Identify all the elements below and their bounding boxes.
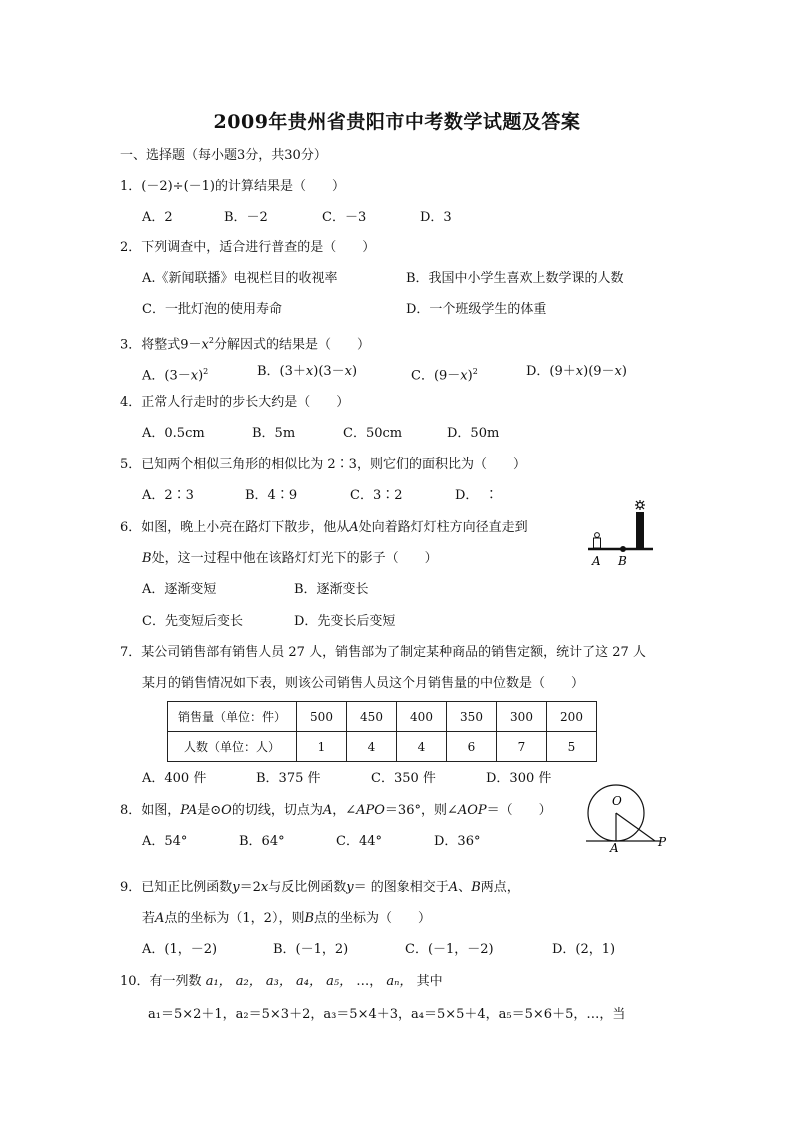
sequence-term: a₃， — [265, 974, 292, 989]
person-icon — [594, 533, 601, 548]
q9-option-a: A．(1，－2) — [142, 942, 218, 957]
table-header-cell: 销售量（单位：件） — [168, 702, 297, 732]
question-6-line2: B处，这一过程中他在该路灯灯光下的影子（ ） — [142, 551, 438, 566]
q9-option-b: B．(－1，2) — [273, 942, 349, 957]
q3-option-b: B．(3＋x)(3－x) — [257, 364, 358, 379]
question-6-line1: 6．如图，晚上小亮在路灯下散步，他从A处向着路灯灯柱方向径直走到 — [120, 520, 528, 535]
sales-table — [167, 701, 597, 762]
q6-option-d: D．先变长后变短 — [294, 614, 396, 629]
segment-op — [616, 813, 655, 841]
q9-option-c: C．(－1，－2) — [405, 942, 494, 957]
q5-option-a: A．2∶3 — [142, 488, 194, 503]
question-2-stem: 2．下列调查中，适合进行普查的是（ ） — [120, 240, 376, 255]
q8-option-d: D．36° — [434, 834, 481, 849]
q1-option-b: B．－2 — [224, 210, 268, 225]
table-header-cell: 人数（单位：人） — [168, 732, 297, 762]
question-5-stem: 5．已知两个相似三角形的相似比为 2∶3，则它们的面积比为（ ） — [120, 457, 526, 472]
q1-option-d: D．3 — [420, 210, 452, 225]
table-cell: 500 — [297, 702, 347, 732]
question-3-stem: 3．将整式$9-x^2$分解因式的结果是（ ） — [120, 336, 370, 353]
q8-option-a: A．54° — [142, 834, 188, 849]
point-b-marker — [620, 546, 626, 552]
question-10-line1: 10．有一列数 a₁， a₂， a₃， a₄， a₅， …， aₙ， 其中 — [120, 974, 443, 989]
q6-option-a: A．逐渐变短 — [142, 582, 217, 597]
q7-option-a: A．400 件 — [142, 771, 207, 786]
question-10-line2: a₁＝5×2＋1，a₂＝5×3＋2，a₃＝5×4＋3，a₄＝5×5＋4，a₅＝5×6＋5，…，当 — [148, 1007, 626, 1022]
q8-option-c: C．44° — [336, 834, 382, 849]
table-cell: 5 — [547, 732, 597, 762]
q6-option-c: C．先变短后变长 — [142, 614, 243, 629]
q3-option-d: D．(9＋x)(9－x) — [526, 364, 627, 379]
question-7-line1: 7．某公司销售部有销售人员 27 人，销售部为了制定某种商品的销售定额，统计了这 27 人 — [120, 645, 646, 660]
q8-option-b: B．64° — [239, 834, 285, 849]
lamp-light-icon — [635, 500, 645, 510]
q1-option-a: A．2 — [142, 210, 173, 225]
q5-option-c: C．3∶2 — [350, 488, 403, 503]
table-cell: 300 — [497, 702, 547, 732]
label-b: B — [618, 554, 627, 568]
table-cell: 4 — [347, 732, 397, 762]
q3-option-a: A．$(3-x)^2$ — [142, 367, 209, 384]
table-cell: 1 — [297, 732, 347, 762]
label-o: O — [612, 794, 622, 808]
circle-tangent-figure — [580, 782, 672, 854]
q7-option-b: B．375 件 — [256, 771, 321, 786]
question-9-line1: 9．已知正比例函数y＝2x与反比例函数y＝ 的图象相交于A、B两点， — [120, 880, 520, 895]
section-heading: 一、选择题（每小题3分，共30分） — [120, 148, 327, 163]
sequence-term: a₄， — [296, 974, 322, 989]
page-title: 2009年贵州省贵阳市中考数学试题及答案 — [213, 111, 581, 133]
question-1-stem: 1．(－2)÷(－1)的计算结果是（ ） — [120, 179, 345, 194]
label-a: A — [592, 554, 601, 568]
question-7-line2: 某月的销售情况如下表，则该公司销售人员这个月销售量的中位数是（ ） — [142, 676, 585, 691]
q9-option-d: D．(2，1) — [552, 942, 616, 957]
table-cell: 7 — [497, 732, 547, 762]
sequence-term: a₅， — [326, 974, 353, 989]
sequence-term: …， — [356, 974, 383, 989]
q2-option-a: A.《新闻联播》电视栏目的收视率 — [142, 271, 338, 286]
q4-option-d: D．50m — [447, 426, 500, 441]
lamp-post — [636, 512, 644, 549]
q5-option-d: D． ∶ — [455, 488, 498, 503]
question-8-stem: 8．如图，PA是⊙O的切线，切点为A，∠APO＝36°，则∠AOP＝（ ） — [120, 803, 552, 818]
table-cell: 350 — [447, 702, 497, 732]
question-9-line2: 若A点的坐标为（1，2），则B点的坐标为（ ） — [142, 911, 432, 926]
street-lamp-figure — [585, 496, 660, 570]
sequence-term: aₙ， — [386, 974, 413, 989]
label-a: A — [610, 841, 619, 854]
q5-option-b: B．4∶9 — [245, 488, 298, 503]
table-row — [168, 732, 597, 762]
sequence-term: a₂， — [235, 974, 262, 989]
table-row — [168, 702, 597, 732]
q3-option-c: C．$(9-x)^2$ — [411, 367, 478, 384]
q2-option-b: B．我国中小学生喜欢上数学课的人数 — [406, 271, 624, 286]
q4-option-a: A．0.5cm — [142, 426, 205, 441]
q2-option-c: C．一批灯泡的使用寿命 — [142, 302, 282, 317]
q4-option-b: B．5m — [252, 426, 296, 441]
q7-option-c: C．350 件 — [371, 771, 436, 786]
table-cell: 4 — [397, 732, 447, 762]
q6-option-b: B．逐渐变长 — [294, 582, 369, 597]
q7-option-d: D．300 件 — [486, 771, 552, 786]
q1-option-c: C．－3 — [322, 210, 367, 225]
q4-option-c: C．50cm — [343, 426, 403, 441]
table-cell: 400 — [397, 702, 447, 732]
table-cell: 450 — [347, 702, 397, 732]
q2-option-d: D．一个班级学生的体重 — [406, 302, 547, 317]
question-4-stem: 4．正常人行走时的步长大约是（ ） — [120, 395, 350, 410]
sequence-term: a₁， — [205, 974, 232, 989]
table-cell: 200 — [547, 702, 597, 732]
table-cell: 6 — [447, 732, 497, 762]
label-p: P — [658, 835, 667, 849]
